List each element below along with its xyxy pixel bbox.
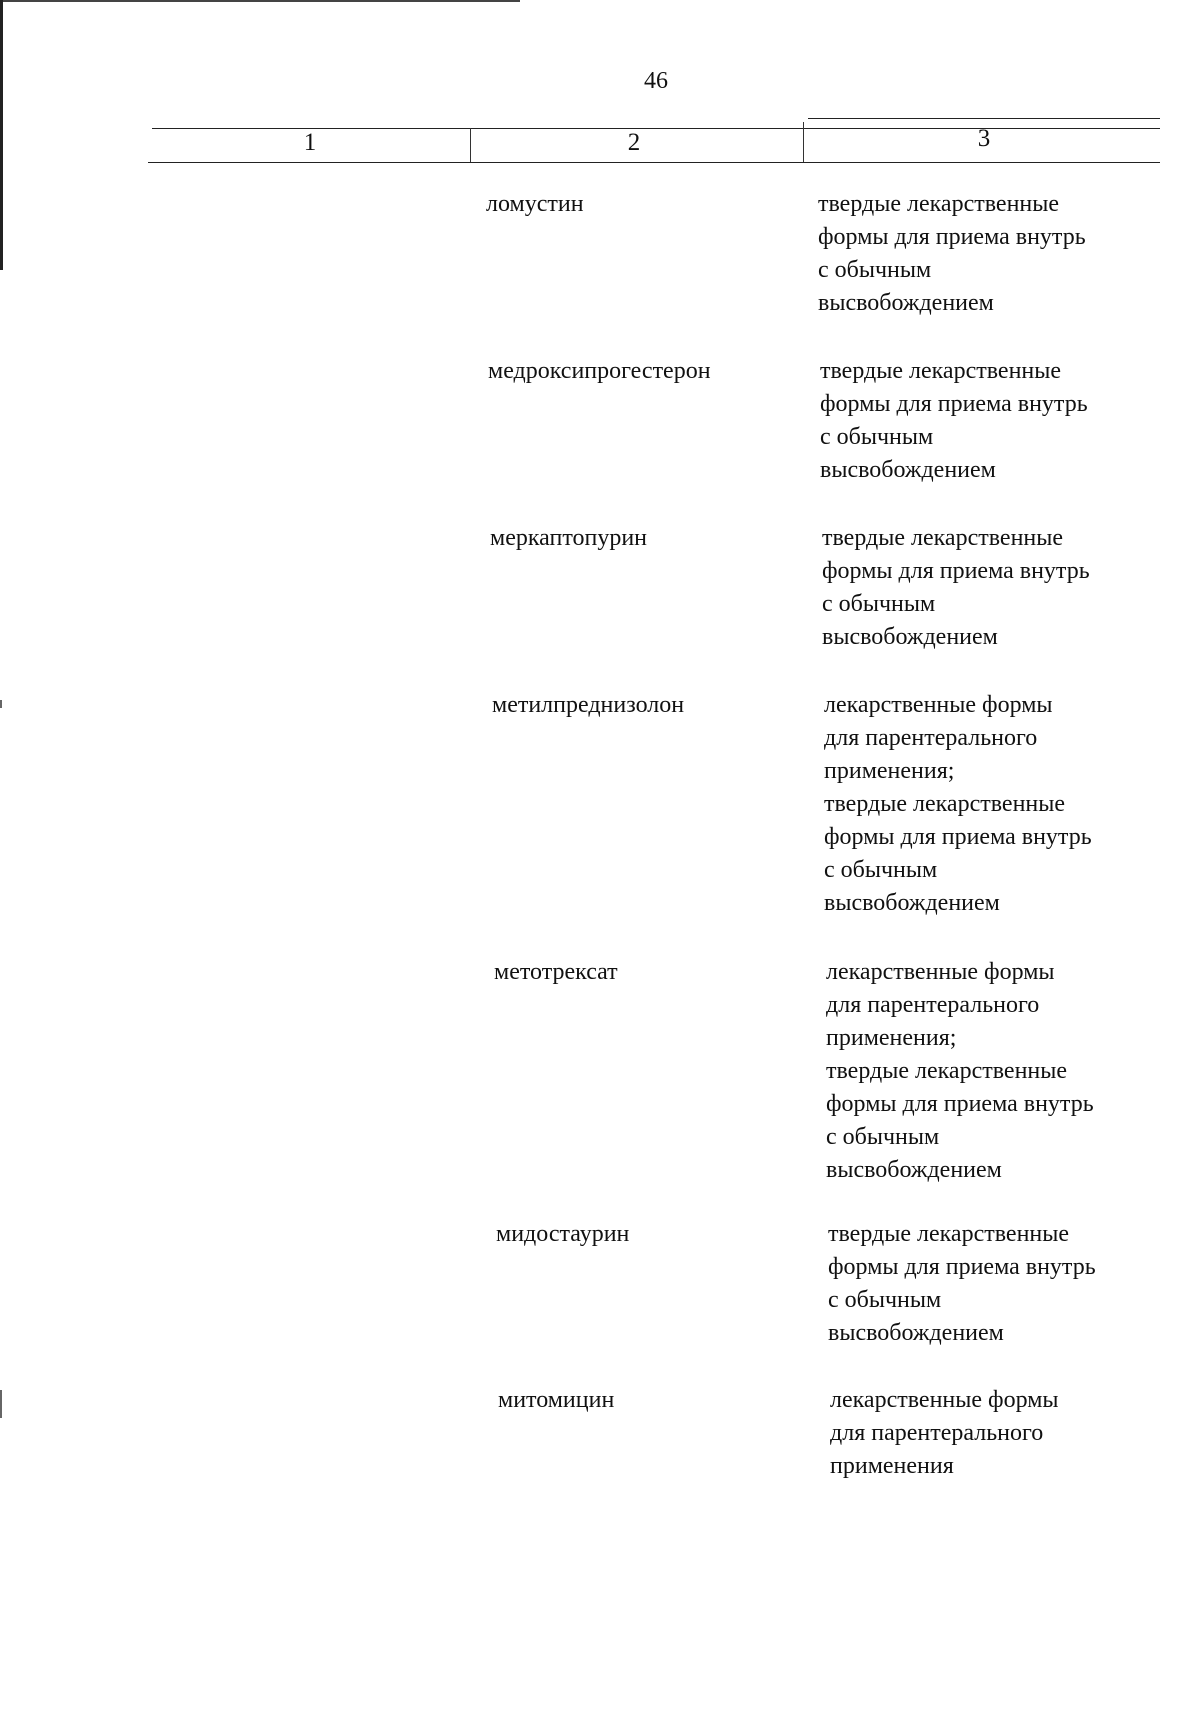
dosage-form-line: применения xyxy=(830,1453,954,1479)
dosage-form-line: твердые лекарственные xyxy=(818,191,1060,217)
page-number: 46 xyxy=(644,68,668,94)
header-top-rule-right xyxy=(808,118,1160,119)
dosage-form-line: формы для приема внутрь xyxy=(822,558,1090,584)
drug-name: медроксипрогестерон xyxy=(488,358,711,384)
dosage-form-line: высвобождением xyxy=(818,290,994,316)
drug-name: меркаптопурин xyxy=(490,525,648,551)
header-bottom-rule xyxy=(148,162,1160,163)
dosage-form xyxy=(826,956,1156,1187)
dosage-form-line: твердые лекарственные xyxy=(824,791,1066,817)
dosage-form-line: твердые лекарственные xyxy=(826,1058,1068,1084)
dosage-form-line: с обычным xyxy=(828,1287,942,1313)
dosage-form-line: высвобождением xyxy=(822,624,998,650)
dosage-form-line: лекарственные формы xyxy=(830,1387,1059,1413)
dosage-form xyxy=(820,355,1150,487)
dosage-form xyxy=(828,1218,1158,1350)
column-header-2: 2 xyxy=(627,129,641,156)
scan-edge-top xyxy=(0,0,520,2)
column-divider-1 xyxy=(470,128,471,162)
dosage-form-line: формы для приема внутрь xyxy=(818,224,1086,250)
dosage-form-line: высвобождением xyxy=(824,890,1000,916)
dosage-form xyxy=(830,1384,1160,1483)
column-header-3: 3 xyxy=(977,125,991,152)
dosage-form-line: лекарственные формы xyxy=(824,692,1053,718)
dosage-form-line: твердые лекарственные xyxy=(820,358,1062,384)
dosage-form-line: для парентерального xyxy=(830,1420,1044,1446)
dosage-form xyxy=(822,522,1152,654)
dosage-form-line: твердые лекарственные xyxy=(828,1221,1070,1247)
drug-name: митомицин xyxy=(498,1387,615,1413)
dosage-form-line: твердые лекарственные xyxy=(822,525,1064,551)
dosage-form xyxy=(818,188,1148,320)
column-divider-2 xyxy=(803,122,804,162)
drug-name: ломустин xyxy=(486,191,584,217)
dosage-form-line: применения; xyxy=(826,1025,957,1051)
drug-name: мидостаурин xyxy=(496,1221,630,1247)
dosage-form-line: формы для приема внутрь xyxy=(828,1254,1096,1280)
scan-edge-left xyxy=(0,0,3,270)
dosage-form-line: для парентерального xyxy=(824,725,1038,751)
scan-tick-mark xyxy=(0,1390,2,1418)
dosage-form-line: высвобождением xyxy=(820,457,996,483)
dosage-form xyxy=(824,689,1154,920)
dosage-form-line: для парентерального xyxy=(826,992,1040,1018)
dosage-form-line: высвобождением xyxy=(828,1320,1004,1346)
drug-name: метилпреднизолон xyxy=(492,692,685,718)
dosage-form-line: с обычным xyxy=(824,857,938,883)
dosage-form-line: формы для приема внутрь xyxy=(824,824,1092,850)
dosage-form-line: с обычным xyxy=(822,591,936,617)
column-header-1: 1 xyxy=(303,129,317,156)
dosage-form-line: формы для приема внутрь xyxy=(820,391,1088,417)
dosage-form-line: высвобождением xyxy=(826,1157,1002,1183)
scan-tick-mark xyxy=(0,700,2,708)
dosage-form-line: с обычным xyxy=(818,257,932,283)
dosage-form-line: лекарственные формы xyxy=(826,959,1055,985)
dosage-form-line: с обычным xyxy=(820,424,934,450)
drug-name: метотрексат xyxy=(494,959,618,985)
dosage-form-line: с обычным xyxy=(826,1124,940,1150)
dosage-form-line: формы для приема внутрь xyxy=(826,1091,1094,1117)
dosage-form-line: применения; xyxy=(824,758,955,784)
